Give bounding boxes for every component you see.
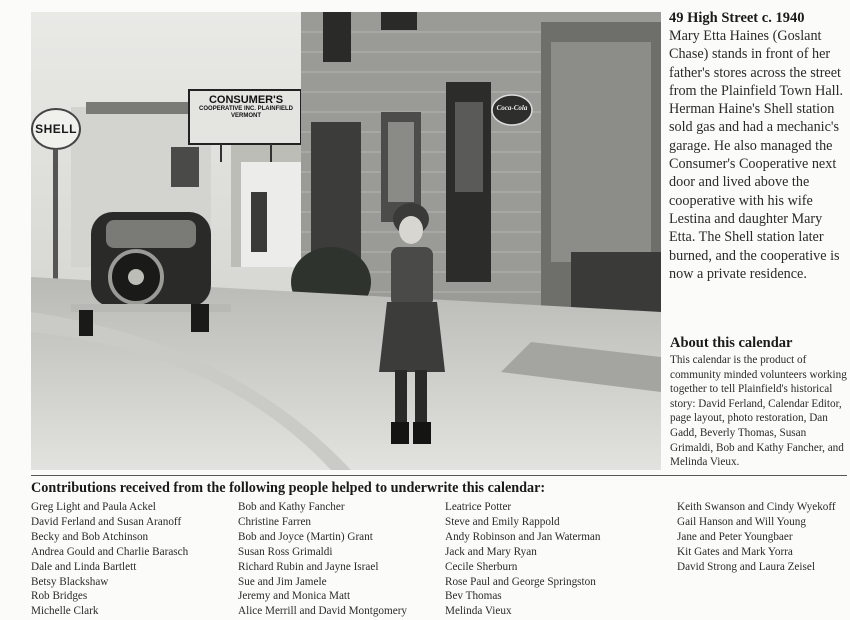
coke-sign: Coca-Cola [496, 104, 528, 112]
about-body: This calendar is the product of community minded volunteers working together to tell Plainfield's historical story: David Ferland, Calendar Editor, page layout, photo restoration, Dan Gadd, Beverly Thomas, Susan Grimaldi, Bob and Kathy Fancher, and Melinda Vieux. [670, 354, 847, 469]
consumers-sign-subtitle: COOPERATIVE INC. PLAINFIELD VERMONT [199, 106, 293, 119]
contributor-name: Rose Paul and George Springston [445, 575, 596, 588]
contributor-name: Sue and Jim Jamele [238, 575, 327, 588]
contributor-name: Betsy Blackshaw [31, 575, 109, 588]
contributor-name: Greg Light and Paula Ackel [31, 501, 156, 513]
contributors-column-2 [238, 500, 407, 619]
contributions-heading: Contributions received from the following people helped to underwrite this calendar: [31, 480, 546, 496]
contributor-name: Keith Swanson and Cindy Wyekoff [677, 501, 836, 513]
photo-caption [669, 10, 847, 283]
historic-photo [31, 12, 661, 470]
contributor-name: Andy Robinson and Jan Waterman [445, 530, 601, 543]
contributor-name: Alice Merrill and David Montgomery [238, 605, 408, 618]
caption-body: Mary Etta Haines (Goslant Chase) stands in front of her father's stores across the street from the Plainfield Town Hall. Herman Haine's Shell station sold gas and had a mechanic's garage. He also managed the Consumer's Cooperative next door and lived above the cooperative with his wife Lestina and daughter Mary Etta. The Shell station later burned, and the cooperative is now a private residence. [669, 28, 844, 282]
contributor-name: Richard Rubin and Jayne Israel [238, 560, 379, 573]
contributor-name: Bob and Kathy Fancher [238, 501, 345, 513]
contributor-name: Christine Farren [238, 515, 312, 528]
contributor-name: Rob Bridges [31, 590, 88, 603]
caption-title: 49 High Street c. 1940 [669, 10, 805, 26]
consumers-sign [193, 94, 299, 120]
contributor-name: Melinda Vieux [445, 605, 512, 618]
contributor-name: Gail Hanson and Will Young [677, 515, 806, 528]
contributor-name: Becky and Bob Atchinson [31, 530, 149, 543]
about-title: About this calendar [670, 335, 793, 351]
contributors-column-3 [445, 500, 601, 619]
contributor-name: Cecile Sherburn [445, 560, 518, 573]
contributor-name: Susan Ross Grimaldi [238, 545, 333, 558]
contributor-name: Jack and Mary Ryan [445, 545, 537, 558]
contributors-column-1 [31, 500, 188, 619]
contributor-name: Jeremy and Monica Matt [238, 590, 351, 603]
consumers-sign-title: CONSUMER'S [208, 94, 284, 106]
contributor-name: Leatrice Potter [445, 501, 512, 513]
contributor-name: Andrea Gould and Charlie Barasch [31, 545, 189, 558]
contributor-name: Bev Thomas [445, 590, 502, 603]
contributor-name: Michelle Clark [31, 605, 99, 618]
contributor-name: Kit Gates and Mark Yorra [677, 545, 793, 558]
contributor-name: Steve and Emily Rappold [445, 515, 560, 528]
section-divider [31, 475, 847, 476]
shell-sign: SHELL [35, 122, 77, 136]
contributor-name: Bob and Joyce (Martin) Grant [238, 530, 373, 543]
contributor-name: Dale and Linda Bartlett [31, 560, 137, 573]
about-section [670, 334, 848, 470]
contributor-name: Jane and Peter Youngbaer [677, 530, 793, 543]
contributors-column-4 [677, 500, 836, 575]
contributor-name: David Strong and Laura Zeisel [677, 560, 815, 573]
contributor-name: David Ferland and Susan Aranoff [31, 515, 182, 528]
photo-scene [31, 12, 661, 470]
